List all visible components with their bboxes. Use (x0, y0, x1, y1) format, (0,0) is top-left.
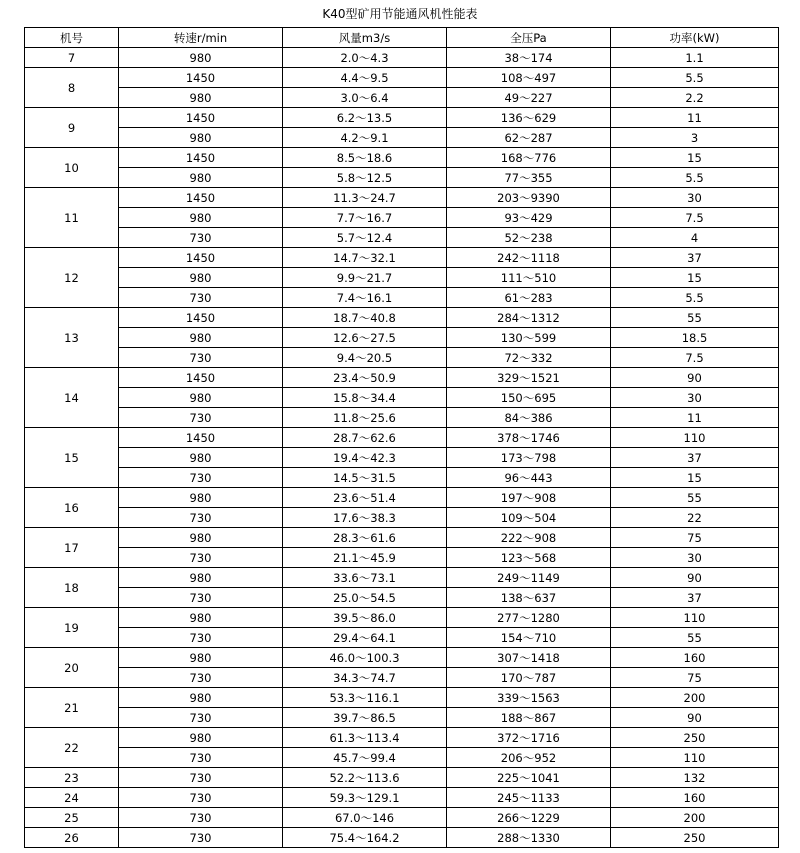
power-cell: 18.5 (611, 328, 779, 348)
table-row (25, 548, 779, 568)
table-row (25, 488, 779, 508)
speed-cell: 730 (119, 668, 283, 688)
table-row (25, 728, 779, 748)
speed-cell: 730 (119, 468, 283, 488)
airflow-cell: 9.9～21.7 (283, 268, 447, 288)
model-cell: 14 (25, 368, 119, 428)
pressure-cell: 245～1133 (447, 788, 611, 808)
model-cell: 9 (25, 108, 119, 148)
power-cell: 7.5 (611, 208, 779, 228)
pressure-cell: 266～1229 (447, 808, 611, 828)
pressure-cell: 288～1330 (447, 828, 611, 848)
pressure-cell: 378～1746 (447, 428, 611, 448)
pressure-cell: 72～332 (447, 348, 611, 368)
power-cell: 11 (611, 408, 779, 428)
speed-cell: 980 (119, 128, 283, 148)
pressure-cell: 49～227 (447, 88, 611, 108)
speed-cell: 980 (119, 528, 283, 548)
speed-cell: 730 (119, 628, 283, 648)
pressure-cell: 111～510 (447, 268, 611, 288)
airflow-cell: 6.2～13.5 (283, 108, 447, 128)
airflow-cell: 29.4～64.1 (283, 628, 447, 648)
speed-cell: 980 (119, 648, 283, 668)
pressure-cell: 93～429 (447, 208, 611, 228)
speed-cell: 1450 (119, 368, 283, 388)
power-cell: 15 (611, 468, 779, 488)
speed-cell: 980 (119, 388, 283, 408)
pressure-cell: 307～1418 (447, 648, 611, 668)
table-row (25, 828, 779, 848)
airflow-cell: 3.0～6.4 (283, 88, 447, 108)
pressure-cell: 222～908 (447, 528, 611, 548)
speed-cell: 1450 (119, 308, 283, 328)
airflow-cell: 39.5～86.0 (283, 608, 447, 628)
table-row (25, 408, 779, 428)
pressure-cell: 77～355 (447, 168, 611, 188)
table-row (25, 688, 779, 708)
airflow-cell: 5.8～12.5 (283, 168, 447, 188)
power-cell: 37 (611, 588, 779, 608)
speed-cell: 1450 (119, 428, 283, 448)
airflow-cell: 21.1～45.9 (283, 548, 447, 568)
table-row (25, 268, 779, 288)
airflow-cell: 53.3～116.1 (283, 688, 447, 708)
pressure-cell: 123～568 (447, 548, 611, 568)
performance-table (24, 27, 779, 848)
airflow-cell: 23.6～51.4 (283, 488, 447, 508)
table-row (25, 188, 779, 208)
power-cell: 37 (611, 448, 779, 468)
speed-cell: 1450 (119, 148, 283, 168)
airflow-cell: 4.4～9.5 (283, 68, 447, 88)
power-cell: 90 (611, 708, 779, 728)
table-row (25, 788, 779, 808)
speed-cell: 730 (119, 588, 283, 608)
speed-cell: 980 (119, 448, 283, 468)
table-row (25, 168, 779, 188)
airflow-cell: 75.4～164.2 (283, 828, 447, 848)
airflow-cell: 45.7～99.4 (283, 748, 447, 768)
table-row (25, 328, 779, 348)
header-pressure: 全压Pa (447, 28, 611, 48)
power-cell: 5.5 (611, 68, 779, 88)
model-cell: 13 (25, 308, 119, 368)
power-cell: 15 (611, 268, 779, 288)
pressure-cell: 168～776 (447, 148, 611, 168)
table-body (25, 48, 779, 848)
model-cell: 22 (25, 728, 119, 768)
speed-cell: 730 (119, 768, 283, 788)
airflow-cell: 52.2～113.6 (283, 768, 447, 788)
table-row (25, 668, 779, 688)
table-row (25, 808, 779, 828)
airflow-cell: 7.4～16.1 (283, 288, 447, 308)
airflow-cell: 19.4～42.3 (283, 448, 447, 468)
airflow-cell: 5.7～12.4 (283, 228, 447, 248)
speed-cell: 730 (119, 828, 283, 848)
power-cell: 200 (611, 688, 779, 708)
airflow-cell: 33.6～73.1 (283, 568, 447, 588)
airflow-cell: 18.7～40.8 (283, 308, 447, 328)
header-power: 功率(kW) (611, 28, 779, 48)
speed-cell: 980 (119, 168, 283, 188)
speed-cell: 1450 (119, 188, 283, 208)
model-cell: 21 (25, 688, 119, 728)
model-cell: 15 (25, 428, 119, 488)
speed-cell: 1450 (119, 108, 283, 128)
airflow-cell: 28.3～61.6 (283, 528, 447, 548)
table-row (25, 148, 779, 168)
model-cell: 25 (25, 808, 119, 828)
pressure-cell: 206～952 (447, 748, 611, 768)
speed-cell: 730 (119, 288, 283, 308)
pressure-cell: 329～1521 (447, 368, 611, 388)
table-row (25, 88, 779, 108)
pressure-cell: 372～1716 (447, 728, 611, 748)
airflow-cell: 12.6～27.5 (283, 328, 447, 348)
pressure-cell: 136～629 (447, 108, 611, 128)
table-row (25, 708, 779, 728)
power-cell: 90 (611, 568, 779, 588)
pressure-cell: 62～287 (447, 128, 611, 148)
airflow-cell: 17.6～38.3 (283, 508, 447, 528)
pressure-cell: 242～1118 (447, 248, 611, 268)
pressure-cell: 277～1280 (447, 608, 611, 628)
power-cell: 7.5 (611, 348, 779, 368)
airflow-cell: 46.0～100.3 (283, 648, 447, 668)
power-cell: 55 (611, 628, 779, 648)
table-row (25, 748, 779, 768)
model-cell: 24 (25, 788, 119, 808)
model-cell: 19 (25, 608, 119, 648)
airflow-cell: 25.0～54.5 (283, 588, 447, 608)
speed-cell: 980 (119, 88, 283, 108)
speed-cell: 980 (119, 608, 283, 628)
airflow-cell: 39.7～86.5 (283, 708, 447, 728)
power-cell: 30 (611, 388, 779, 408)
airflow-cell: 23.4～50.9 (283, 368, 447, 388)
pressure-cell: 203～9390 (447, 188, 611, 208)
power-cell: 3 (611, 128, 779, 148)
power-cell: 250 (611, 828, 779, 848)
power-cell: 15 (611, 148, 779, 168)
power-cell: 110 (611, 428, 779, 448)
power-cell: 200 (611, 808, 779, 828)
power-cell: 160 (611, 648, 779, 668)
table-row (25, 388, 779, 408)
model-cell: 17 (25, 528, 119, 568)
table-title: K40型矿用节能通风机性能表 (322, 7, 478, 21)
model-cell: 10 (25, 148, 119, 188)
airflow-cell: 11.3～24.7 (283, 188, 447, 208)
table-row (25, 628, 779, 648)
table-row (25, 568, 779, 588)
speed-cell: 1450 (119, 68, 283, 88)
table-row (25, 228, 779, 248)
model-cell: 7 (25, 48, 119, 68)
power-cell: 55 (611, 488, 779, 508)
airflow-cell: 28.7～62.6 (283, 428, 447, 448)
table-row (25, 68, 779, 88)
speed-cell: 980 (119, 688, 283, 708)
table-row (25, 508, 779, 528)
power-cell: 11 (611, 108, 779, 128)
model-cell: 12 (25, 248, 119, 308)
table-row (25, 248, 779, 268)
pressure-cell: 109～504 (447, 508, 611, 528)
airflow-cell: 14.5～31.5 (283, 468, 447, 488)
airflow-cell: 8.5～18.6 (283, 148, 447, 168)
header-speed: 转速r/min (119, 28, 283, 48)
pressure-cell: 138～637 (447, 588, 611, 608)
airflow-cell: 61.3～113.4 (283, 728, 447, 748)
table-row (25, 448, 779, 468)
airflow-cell: 2.0～4.3 (283, 48, 447, 68)
header-airflow: 风量m3/s (283, 28, 447, 48)
power-cell: 250 (611, 728, 779, 748)
power-cell: 5.5 (611, 288, 779, 308)
pressure-cell: 197～908 (447, 488, 611, 508)
power-cell: 132 (611, 768, 779, 788)
table-row (25, 648, 779, 668)
table-row (25, 48, 779, 68)
model-cell: 16 (25, 488, 119, 528)
speed-cell: 980 (119, 568, 283, 588)
header-model: 机号 (25, 28, 119, 48)
table-row (25, 768, 779, 788)
pressure-cell: 150～695 (447, 388, 611, 408)
table-row (25, 588, 779, 608)
pressure-cell: 225～1041 (447, 768, 611, 788)
speed-cell: 980 (119, 488, 283, 508)
speed-cell: 730 (119, 348, 283, 368)
power-cell: 5.5 (611, 168, 779, 188)
pressure-cell: 249～1149 (447, 568, 611, 588)
table-row (25, 308, 779, 328)
table-row (25, 348, 779, 368)
table-row (25, 128, 779, 148)
airflow-cell: 9.4～20.5 (283, 348, 447, 368)
airflow-cell: 4.2～9.1 (283, 128, 447, 148)
pressure-cell: 339～1563 (447, 688, 611, 708)
pressure-cell: 130～599 (447, 328, 611, 348)
table-row (25, 208, 779, 228)
table-row (25, 428, 779, 448)
model-cell: 11 (25, 188, 119, 248)
table-row (25, 368, 779, 388)
pressure-cell: 173～798 (447, 448, 611, 468)
airflow-cell: 34.3～74.7 (283, 668, 447, 688)
power-cell: 110 (611, 748, 779, 768)
power-cell: 22 (611, 508, 779, 528)
table-row (25, 528, 779, 548)
pressure-cell: 61～283 (447, 288, 611, 308)
speed-cell: 980 (119, 48, 283, 68)
speed-cell: 730 (119, 788, 283, 808)
power-cell: 4 (611, 228, 779, 248)
table-row (25, 108, 779, 128)
airflow-cell: 59.3～129.1 (283, 788, 447, 808)
speed-cell: 730 (119, 548, 283, 568)
power-cell: 37 (611, 248, 779, 268)
header-row (25, 28, 779, 48)
table-row (25, 288, 779, 308)
pressure-cell: 170～787 (447, 668, 611, 688)
model-cell: 8 (25, 68, 119, 108)
pressure-cell: 284～1312 (447, 308, 611, 328)
power-cell: 30 (611, 548, 779, 568)
power-cell: 1.1 (611, 48, 779, 68)
speed-cell: 980 (119, 728, 283, 748)
speed-cell: 730 (119, 408, 283, 428)
speed-cell: 730 (119, 708, 283, 728)
power-cell: 75 (611, 528, 779, 548)
speed-cell: 730 (119, 508, 283, 528)
model-cell: 26 (25, 828, 119, 848)
pressure-cell: 84～386 (447, 408, 611, 428)
table-row (25, 608, 779, 628)
power-cell: 75 (611, 668, 779, 688)
speed-cell: 980 (119, 208, 283, 228)
speed-cell: 730 (119, 808, 283, 828)
pressure-cell: 108～497 (447, 68, 611, 88)
airflow-cell: 15.8～34.4 (283, 388, 447, 408)
pressure-cell: 96～443 (447, 468, 611, 488)
pressure-cell: 52～238 (447, 228, 611, 248)
airflow-cell: 11.8～25.6 (283, 408, 447, 428)
model-cell: 18 (25, 568, 119, 608)
speed-cell: 980 (119, 328, 283, 348)
speed-cell: 730 (119, 228, 283, 248)
model-cell: 20 (25, 648, 119, 688)
table-row (25, 468, 779, 488)
power-cell: 160 (611, 788, 779, 808)
power-cell: 55 (611, 308, 779, 328)
speed-cell: 1450 (119, 248, 283, 268)
airflow-cell: 67.0～146 (283, 808, 447, 828)
model-cell: 23 (25, 768, 119, 788)
power-cell: 30 (611, 188, 779, 208)
speed-cell: 980 (119, 268, 283, 288)
pressure-cell: 38～174 (447, 48, 611, 68)
pressure-cell: 188～867 (447, 708, 611, 728)
airflow-cell: 14.7～32.1 (283, 248, 447, 268)
speed-cell: 730 (119, 748, 283, 768)
power-cell: 110 (611, 608, 779, 628)
power-cell: 90 (611, 368, 779, 388)
power-cell: 2.2 (611, 88, 779, 108)
pressure-cell: 154～710 (447, 628, 611, 648)
airflow-cell: 7.7～16.7 (283, 208, 447, 228)
